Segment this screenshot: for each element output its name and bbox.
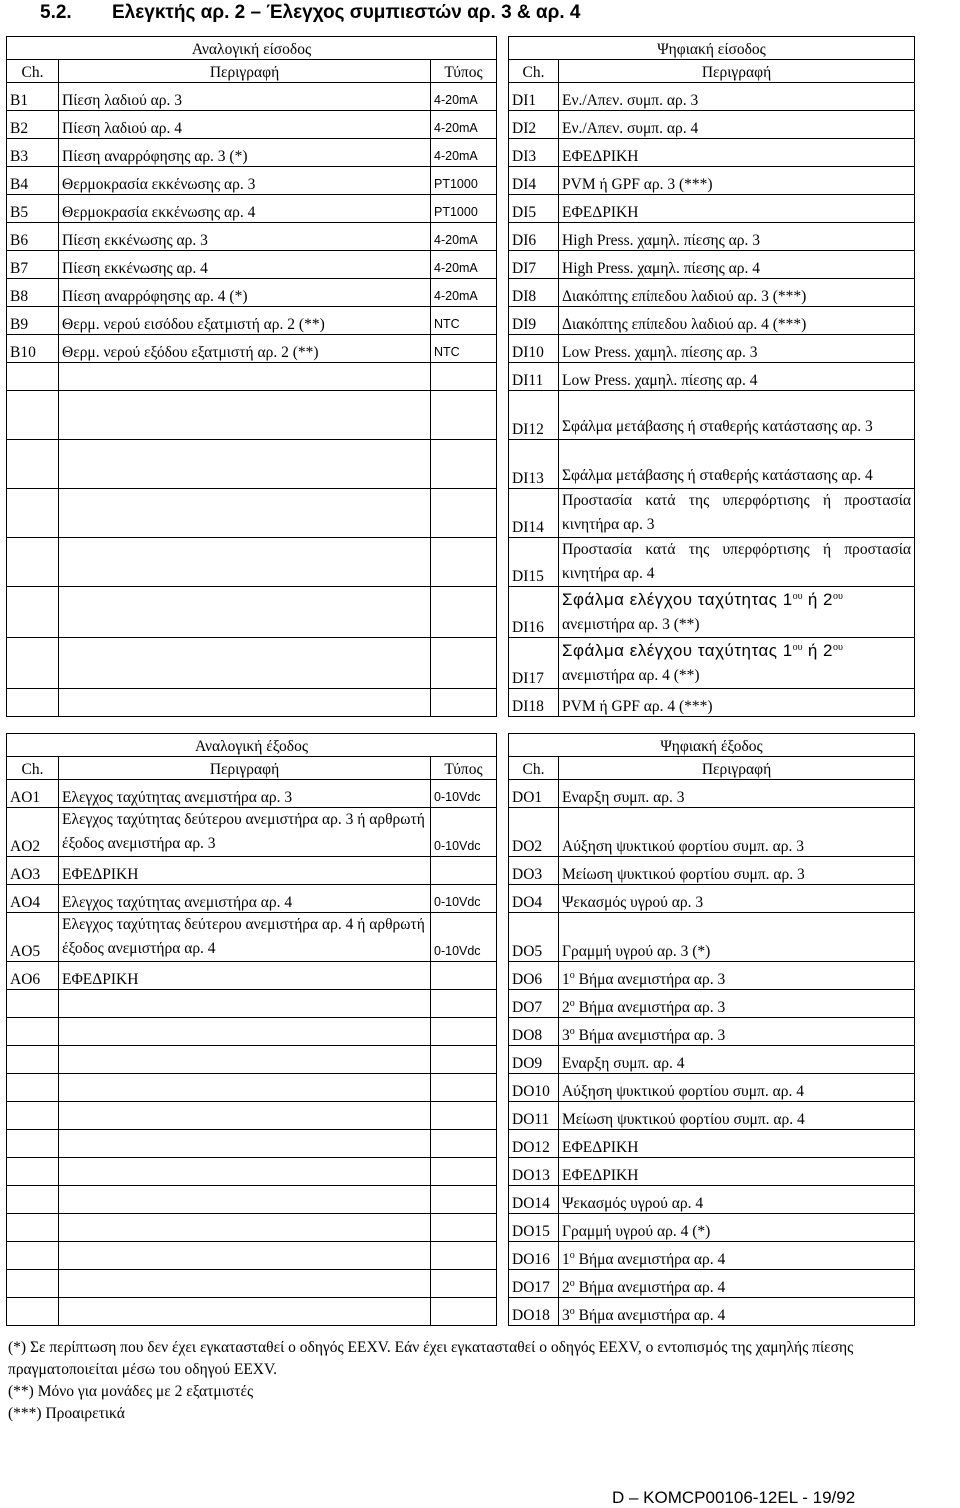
analog-desc: Πίεση αναρρόφησης αρ. 3 (*) (59, 139, 431, 167)
analog-type: PT1000 (431, 167, 497, 195)
table-row (7, 808, 915, 857)
analog-desc: Πίεση λαδιού αρ. 3 (59, 83, 431, 111)
digital-ch: DO4 (509, 885, 559, 913)
section-title: Ελεγκτής αρ. 2 – Έλεγχος συμπιεστών αρ. 3 & αρ. 4 (112, 2, 581, 23)
footnote-1: (*) Σε περίπτωση που δεν έχει εγκατασταθεί ο οδηγός EEXV. Εάν έχει εγκατασταθεί ο οδηγός EEXV, ο εντοπισμός της χαμηλής πίεσης πραγματοποιείται μέσω του οδηγού EEXV. (8, 1339, 854, 1378)
analog-ch: B8 (7, 279, 59, 307)
table-row (7, 279, 915, 307)
col-ch: Ch. (7, 60, 59, 83)
table-row (7, 1186, 915, 1214)
analog-type: 4-20mA (431, 111, 497, 139)
footnote-3: (***) Προαιρετικά (8, 1405, 125, 1422)
analog-desc: Ελεγχος ταχύτητας ανεμιστήρα αρ. 3 (59, 780, 431, 808)
table-row (7, 1214, 915, 1242)
digital-desc: Σφάλμα μετάβασης ή σταθερής κατάστασης αρ. 4 (559, 440, 915, 489)
footnotes (8, 1337, 958, 1425)
step-number: 3 (562, 1027, 570, 1044)
analog-section-title: Αναλογική έξοδος (7, 734, 497, 757)
digital-ch: DI14 (509, 489, 559, 538)
table-row (7, 913, 915, 962)
analog-type: 4-20mA (431, 139, 497, 167)
digital-desc (559, 1242, 915, 1270)
analog-type: 0-10Vdc (431, 780, 497, 808)
table-row (7, 363, 915, 391)
analog-ch: AO3 (7, 857, 59, 885)
outputs-table (6, 733, 915, 1326)
col-desc: Περιγραφή (59, 757, 431, 780)
analog-desc: ΕΦΕΔΡΙΚΗ (59, 962, 431, 990)
analog-section-title: Αναλογική είσοδος (7, 37, 497, 60)
table-row (7, 335, 915, 363)
table-row (7, 195, 915, 223)
digital-section-title: Ψηφιακή είσοδος (509, 37, 915, 60)
digital-desc: Σφάλμα μετάβασης ή σταθερής κατάστασης αρ. 3 (559, 391, 915, 440)
digital-ch: DO8 (509, 1018, 559, 1046)
table-row (7, 1074, 915, 1102)
ordinal-sup: ο (569, 998, 575, 1009)
analog-type: NTC (431, 307, 497, 335)
analog-ch: B3 (7, 139, 59, 167)
ordinal-sup: ο (569, 970, 575, 981)
table-row (7, 587, 915, 638)
analog-type (431, 962, 497, 990)
digital-desc: Ψεκασμός υγρού αρ. 3 (559, 885, 915, 913)
digital-ch: DI6 (509, 223, 559, 251)
digital-ch: DI17 (509, 638, 559, 689)
table-row (7, 111, 915, 139)
table-row (7, 1298, 915, 1326)
digital-desc: Διακόπτης επίπεδου λαδιού αρ. 4 (***) (559, 307, 915, 335)
step-number: 2 (562, 999, 570, 1016)
analog-type: 4-20mA (431, 251, 497, 279)
analog-ch: B5 (7, 195, 59, 223)
digital-desc: ΕΦΕΔΡΙΚΗ (559, 195, 915, 223)
digital-ch: DO3 (509, 857, 559, 885)
analog-ch: AO2 (7, 808, 59, 857)
analog-type: 4-20mA (431, 83, 497, 111)
table-title-row (7, 734, 915, 757)
step-number: 1 (562, 1251, 570, 1268)
analog-desc: Πίεση αναρρόφησης αρ. 4 (*) (59, 279, 431, 307)
digital-desc (559, 1018, 915, 1046)
analog-type: NTC (431, 335, 497, 363)
digital-desc (559, 638, 915, 689)
digital-desc: Γραμμή υγρού αρ. 3 (*) (559, 913, 915, 962)
analog-desc: ΕΦΕΔΡΙΚΗ (59, 857, 431, 885)
digital-desc: Εναρξη συμπ. αρ. 4 (559, 1046, 915, 1074)
digital-desc: High Press. χαμηλ. πίεσης αρ. 4 (559, 251, 915, 279)
table-header-row (7, 757, 915, 780)
step-number: 1 (562, 971, 570, 988)
ordinal-sup: ου (792, 642, 803, 653)
digital-desc: ΕΦΕΔΡΙΚΗ (559, 1158, 915, 1186)
digital-ch: DO1 (509, 780, 559, 808)
digital-desc-part: Σφάλμα ελέγχου ταχύτητας 1 (562, 590, 793, 609)
table-row (7, 251, 915, 279)
section-heading (40, 2, 581, 24)
digital-ch: DO11 (509, 1102, 559, 1130)
digital-desc-part: Σφάλμα ελέγχου ταχύτητας 1 (562, 641, 793, 660)
analog-type (431, 857, 497, 885)
analog-type: 4-20mA (431, 223, 497, 251)
digital-desc: Προστασία κατά της υπερφόρτισης ή προστασία κινητήρα αρ. 4 (559, 538, 915, 587)
digital-desc (559, 1298, 915, 1326)
analog-desc: Ελεγχος ταχύτητας ανεμιστήρα αρ. 4 (59, 885, 431, 913)
digital-desc-part: ανεμιστήρα αρ. 3 (**) (562, 616, 700, 633)
digital-desc: ΕΦΕΔΡΙΚΗ (559, 1130, 915, 1158)
digital-desc: PVM ή GPF αρ. 3 (***) (559, 167, 915, 195)
ordinal-sup: ου (832, 591, 843, 602)
digital-ch: DO5 (509, 913, 559, 962)
table-row (7, 307, 915, 335)
table-row (7, 538, 915, 587)
digital-ch: DI15 (509, 538, 559, 587)
col-ch: Ch. (509, 757, 559, 780)
analog-ch: B4 (7, 167, 59, 195)
digital-desc (559, 962, 915, 990)
table-row (7, 857, 915, 885)
digital-desc-part: Βήμα ανεμιστήρα αρ. 4 (574, 1279, 726, 1296)
table-row (7, 689, 915, 717)
analog-ch: B10 (7, 335, 59, 363)
col-desc: Περιγραφή (559, 60, 915, 83)
digital-desc-part: ανεμιστήρα αρ. 4 (**) (562, 667, 700, 684)
table-row (7, 962, 915, 990)
digital-ch: DO7 (509, 990, 559, 1018)
col-desc: Περιγραφή (59, 60, 431, 83)
digital-ch: DO16 (509, 1242, 559, 1270)
digital-ch: DI9 (509, 307, 559, 335)
analog-ch: AO1 (7, 780, 59, 808)
table-row (7, 1242, 915, 1270)
digital-ch: DO12 (509, 1130, 559, 1158)
analog-ch: AO6 (7, 962, 59, 990)
analog-type: 0-10Vdc (431, 913, 497, 962)
ordinal-sup: ου (832, 642, 843, 653)
section-number: 5.2. (40, 2, 72, 23)
digital-ch: DI16 (509, 587, 559, 638)
table-row (7, 990, 915, 1018)
table-row (7, 1270, 915, 1298)
digital-ch: DI4 (509, 167, 559, 195)
footnote-2: (**) Μόνο για μονάδες με 2 εξατμιστές (8, 1383, 254, 1400)
digital-desc: Low Press. χαμηλ. πίεσης αρ. 3 (559, 335, 915, 363)
ordinal-sup: ου (792, 591, 803, 602)
digital-desc-part: Βήμα ανεμιστήρα αρ. 3 (574, 971, 726, 988)
page-footer: D – KOMCP00106-12EL - 19/92 (612, 1488, 856, 1507)
table-row (7, 440, 915, 489)
analog-desc: Ελεγχος ταχύτητας δεύτερου ανεμιστήρα αρ. 4 ή αρθρωτή έξοδος ανεμιστήρα αρ. 4 (59, 913, 431, 962)
ordinal-sup: ο (569, 1306, 575, 1317)
digital-ch: DI18 (509, 689, 559, 717)
digital-ch: DI1 (509, 83, 559, 111)
col-ch: Ch. (7, 757, 59, 780)
table-row (7, 885, 915, 913)
table-row (7, 1018, 915, 1046)
digital-ch: DI7 (509, 251, 559, 279)
digital-desc-part: Βήμα ανεμιστήρα αρ. 4 (574, 1307, 726, 1324)
digital-ch: DO9 (509, 1046, 559, 1074)
step-number: 2 (562, 1279, 570, 1296)
table-title-row (7, 37, 915, 60)
digital-ch: DI5 (509, 195, 559, 223)
analog-desc: Θερμοκρασία εκκένωσης αρ. 3 (59, 167, 431, 195)
digital-desc: Γραμμή υγρού αρ. 4 (*) (559, 1214, 915, 1242)
digital-desc (559, 1270, 915, 1298)
table-row (7, 1158, 915, 1186)
table-row (7, 1102, 915, 1130)
table-row (7, 780, 915, 808)
step-number: 3 (562, 1307, 570, 1324)
digital-desc (559, 990, 915, 1018)
table-row (7, 391, 915, 440)
col-type: Τύπος (431, 757, 497, 780)
analog-desc: Θερμ. νερού εισόδου εξατμιστή αρ. 2 (**) (59, 307, 431, 335)
ordinal-sup: ο (569, 1026, 575, 1037)
digital-ch: DI10 (509, 335, 559, 363)
digital-ch: DI12 (509, 391, 559, 440)
analog-desc: Πίεση εκκένωσης αρ. 3 (59, 223, 431, 251)
digital-ch: DO18 (509, 1298, 559, 1326)
digital-desc: Μείωση ψυκτικού φορτίου συμπ. αρ. 4 (559, 1102, 915, 1130)
table-row (7, 139, 915, 167)
digital-desc-part: Βήμα ανεμιστήρα αρ. 3 (574, 1027, 726, 1044)
digital-desc: Προστασία κατά της υπερφόρτισης ή προστασία κινητήρα αρ. 3 (559, 489, 915, 538)
analog-ch: B7 (7, 251, 59, 279)
digital-ch: DO14 (509, 1186, 559, 1214)
table-row (7, 489, 915, 538)
analog-type: 0-10Vdc (431, 885, 497, 913)
analog-type: PT1000 (431, 195, 497, 223)
table-row (7, 1046, 915, 1074)
digital-desc: Εν./Απεν. συμπ. αρ. 3 (559, 83, 915, 111)
analog-desc: Ελεγχος ταχύτητας δεύτερου ανεμιστήρα αρ. 3 ή αρθρωτή έξοδος ανεμιστήρα αρ. 3 (59, 808, 431, 857)
digital-desc: Αύξηση ψυκτικού φορτίου συμπ. αρ. 3 (559, 808, 915, 857)
col-type: Τύπος (431, 60, 497, 83)
analog-desc: Θερμ. νερού εξόδου εξατμιστή αρ. 2 (**) (59, 335, 431, 363)
digital-desc (559, 587, 915, 638)
table-row (7, 83, 915, 111)
analog-ch: B9 (7, 307, 59, 335)
digital-ch: DO10 (509, 1074, 559, 1102)
digital-desc-part: Βήμα ανεμιστήρα αρ. 4 (574, 1251, 726, 1268)
table-row (7, 223, 915, 251)
analog-desc: Πίεση εκκένωσης αρ. 4 (59, 251, 431, 279)
digital-ch: DI11 (509, 363, 559, 391)
digital-desc: Εναρξη συμπ. αρ. 3 (559, 780, 915, 808)
digital-ch: DI3 (509, 139, 559, 167)
digital-desc: ΕΦΕΔΡΙΚΗ (559, 139, 915, 167)
analog-desc: Θερμοκρασία εκκένωσης αρ. 4 (59, 195, 431, 223)
digital-ch: DO13 (509, 1158, 559, 1186)
analog-ch: B6 (7, 223, 59, 251)
digital-ch: DO6 (509, 962, 559, 990)
digital-ch: DI13 (509, 440, 559, 489)
analog-desc: Πίεση λαδιού αρ. 4 (59, 111, 431, 139)
inputs-table (6, 36, 915, 717)
digital-ch: DO15 (509, 1214, 559, 1242)
analog-type: 0-10Vdc (431, 808, 497, 857)
analog-ch: AO5 (7, 913, 59, 962)
digital-section-title: Ψηφιακή έξοδος (509, 734, 915, 757)
digital-ch: DI2 (509, 111, 559, 139)
digital-desc-part: Βήμα ανεμιστήρα αρ. 3 (574, 999, 726, 1016)
table-row (7, 167, 915, 195)
ordinal-sup: ο (569, 1250, 575, 1261)
analog-ch: AO4 (7, 885, 59, 913)
digital-ch: DI8 (509, 279, 559, 307)
ordinal-sup: ο (569, 1278, 575, 1289)
table-row (7, 638, 915, 689)
col-desc: Περιγραφή (559, 757, 915, 780)
digital-ch: DO2 (509, 808, 559, 857)
digital-desc: Αύξηση ψυκτικού φορτίου συμπ. αρ. 4 (559, 1074, 915, 1102)
col-ch: Ch. (509, 60, 559, 83)
digital-desc: Μείωση ψυκτικού φορτίου συμπ. αρ. 3 (559, 857, 915, 885)
table-row (7, 1130, 915, 1158)
digital-ch: DO17 (509, 1270, 559, 1298)
digital-desc: PVM ή GPF αρ. 4 (***) (559, 689, 915, 717)
digital-desc-part: ή 2 (802, 641, 833, 660)
digital-desc: Εν./Απεν. συμπ. αρ. 4 (559, 111, 915, 139)
digital-desc: Ψεκασμός υγρού αρ. 4 (559, 1186, 915, 1214)
digital-desc-part: ή 2 (802, 590, 833, 609)
digital-desc: Low Press. χαμηλ. πίεσης αρ. 4 (559, 363, 915, 391)
digital-desc: High Press. χαμηλ. πίεσης αρ. 3 (559, 223, 915, 251)
analog-ch: B1 (7, 83, 59, 111)
analog-ch: B2 (7, 111, 59, 139)
analog-type: 4-20mA (431, 279, 497, 307)
table-header-row (7, 60, 915, 83)
digital-desc: Διακόπτης επίπεδου λαδιού αρ. 3 (***) (559, 279, 915, 307)
